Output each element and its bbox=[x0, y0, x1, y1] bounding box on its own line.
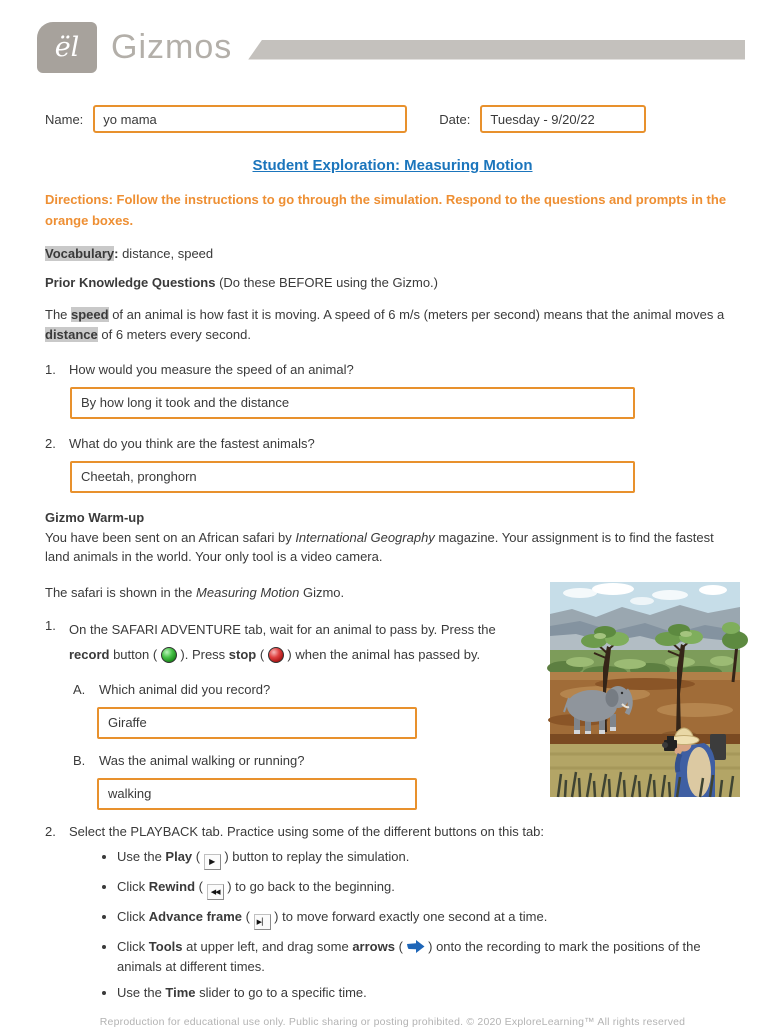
question-1b-letter: B. bbox=[73, 752, 86, 768]
name-date-row bbox=[45, 105, 740, 133]
arrow-marker-icon bbox=[407, 940, 425, 953]
bullet-advance-text-1: Click bbox=[117, 909, 149, 924]
safari-line bbox=[45, 583, 538, 603]
question-1-number: 1. bbox=[45, 361, 56, 377]
step-1-text-1: On the SAFARI ADVENTURE tab, wait for an animal to pass by. Press the bbox=[69, 622, 496, 638]
bullet-tools-text-3: ( bbox=[394, 939, 407, 955]
rewind-icon: ◀◀ bbox=[207, 884, 224, 900]
question-2 bbox=[45, 436, 740, 451]
step-1 bbox=[45, 618, 538, 667]
bullet-rewind-text-1: Click bbox=[117, 878, 149, 894]
question-1a-answer-box[interactable] bbox=[97, 707, 417, 739]
step-1-text-5: ) when the animal has passed by. bbox=[283, 647, 481, 663]
question-1b-answer-box[interactable] bbox=[97, 778, 417, 810]
warmup-text-1: You have been sent on an African safari by bbox=[45, 529, 296, 545]
bullet-tools-text-1: Click bbox=[117, 939, 149, 955]
question-1-text: How would you measure the speed of an animal? bbox=[69, 361, 354, 377]
stop-term: stop bbox=[228, 647, 257, 663]
play-icon: ▶ bbox=[204, 854, 221, 870]
question-2-answer: Cheetah, pronghorn bbox=[81, 469, 197, 485]
vocabulary-colon: : bbox=[114, 245, 119, 261]
safari-line-2: Gizmo. bbox=[299, 584, 345, 600]
record-icon bbox=[161, 647, 177, 663]
name-input[interactable] bbox=[93, 105, 407, 133]
step-2 bbox=[45, 824, 740, 839]
bullet-time-slider bbox=[117, 983, 737, 1003]
step-1-text bbox=[69, 618, 538, 667]
date-input[interactable] bbox=[480, 105, 646, 133]
arrows-term: arrows bbox=[352, 939, 395, 955]
bullet-advance-text-3: ) to move forward exactly one second at a time. bbox=[270, 909, 548, 924]
bullet-time-text-1: Use the bbox=[117, 985, 166, 1001]
record-term: record bbox=[69, 647, 110, 663]
magazine-name: International Geography bbox=[295, 529, 435, 545]
gizmos-wordmark: Gizmos bbox=[111, 28, 233, 66]
bullet-rewind-text-2: ( bbox=[195, 878, 207, 894]
question-1a bbox=[73, 682, 538, 697]
question-1b bbox=[73, 753, 538, 768]
play-term: Play bbox=[165, 848, 193, 864]
time-term: Time bbox=[165, 985, 196, 1001]
warmup-text-2: magazine. Your assignment is to find the fastest land animals in the world. Your only tool is a video camera. bbox=[45, 529, 714, 565]
intro-paragraph bbox=[45, 305, 740, 345]
gizmos-logo bbox=[37, 22, 97, 73]
advance-frame-term: Advance frame bbox=[148, 909, 242, 924]
name-value: yo mama bbox=[103, 111, 157, 127]
step-1-text-4: ( bbox=[256, 647, 268, 663]
question-1b-answer: walking bbox=[108, 786, 152, 802]
question-1-answer-box[interactable] bbox=[70, 387, 635, 419]
safari-line-1: The safari is shown in the bbox=[45, 584, 197, 600]
speed-term: speed bbox=[71, 306, 109, 322]
bullet-advance-text-2: ( bbox=[242, 909, 254, 924]
intro-text-2: of an animal is how fast it is moving. A speed of 6 m/s (meters per second) means that the animal moves a bbox=[108, 306, 725, 322]
intro-text-1: The bbox=[45, 306, 72, 322]
vocabulary-terms: distance, speed bbox=[118, 245, 214, 261]
bullet-advance-frame bbox=[117, 907, 737, 930]
header-decorative-bar bbox=[248, 40, 745, 60]
step-1-number: 1. bbox=[45, 618, 56, 634]
question-2-text: What do you think are the fastest animals? bbox=[69, 435, 315, 451]
worksheet-content bbox=[0, 105, 768, 1028]
tools-term: Tools bbox=[148, 939, 183, 955]
bullet-rewind-text-3: ) to go back to the beginning. bbox=[223, 878, 395, 894]
copyright-footer: Reproduction for educational use only. Public sharing or posting prohibited. © 2020 ExploreLearning™ All rights reserved bbox=[99, 1015, 686, 1028]
date-label: Date: bbox=[439, 111, 471, 127]
distance-term: distance bbox=[45, 326, 98, 342]
bullet-play-text-1: Use the bbox=[117, 848, 166, 864]
vocabulary-label: Vocabulary bbox=[45, 245, 115, 261]
bullet-time-text-2: slider to go to a specific time. bbox=[195, 985, 367, 1001]
directions-text: Directions: Follow the instructions to go through the simulation. Respond to the questions and prompts in the orange boxes. bbox=[45, 192, 727, 228]
question-1a-answer: Giraffe bbox=[108, 715, 147, 731]
gizmo-name: Measuring Motion bbox=[196, 584, 300, 600]
bullet-tools-text-4: ) onto the recording to mark the positions of the animals at different times. bbox=[117, 939, 701, 974]
safari-section bbox=[45, 580, 740, 810]
bullet-rewind bbox=[117, 877, 737, 900]
advance-frame-icon: ▶▏ bbox=[254, 914, 271, 930]
bullet-tools-arrows bbox=[117, 937, 737, 976]
playback-bullet-list bbox=[117, 847, 740, 1003]
rewind-term: Rewind bbox=[148, 878, 196, 894]
prior-knowledge-heading: Prior Knowledge Questions bbox=[45, 274, 216, 290]
vocabulary-line bbox=[45, 246, 740, 261]
bullet-tools-text-2: at upper left, and drag some bbox=[182, 939, 353, 955]
warmup-heading: Gizmo Warm-up bbox=[45, 509, 145, 525]
warmup-paragraph bbox=[45, 528, 740, 567]
header bbox=[0, 0, 768, 73]
prior-knowledge-note: (Do these BEFORE using the Gizmo.) bbox=[215, 274, 438, 290]
intro-text-3: of 6 meters every second. bbox=[97, 326, 251, 342]
page-title: Student Exploration: Measuring Motion bbox=[252, 157, 533, 174]
question-1 bbox=[45, 362, 740, 377]
bullet-play-text-2: ( bbox=[192, 848, 204, 864]
name-label: Name: bbox=[45, 111, 84, 127]
question-1a-letter: A. bbox=[73, 681, 86, 697]
stop-icon bbox=[268, 647, 284, 663]
bullet-play bbox=[117, 847, 737, 870]
question-1a-text: Which animal did you record? bbox=[99, 681, 271, 697]
question-1-answer: By how long it took and the distance bbox=[81, 395, 290, 411]
step-1-text-2: button ( bbox=[109, 647, 161, 663]
bullet-play-text-3: ) button to replay the simulation. bbox=[220, 848, 410, 864]
question-1b-text: Was the animal walking or running? bbox=[99, 752, 305, 768]
safari-illustration bbox=[550, 582, 740, 797]
step-1-text-3: ). Press bbox=[176, 647, 229, 663]
step-2-text: Select the PLAYBACK tab. Practice using some of the different buttons on this tab: bbox=[69, 823, 545, 839]
prior-knowledge-line bbox=[45, 275, 740, 290]
question-2-number: 2. bbox=[45, 435, 56, 451]
safari-text-column bbox=[45, 580, 550, 810]
question-2-answer-box[interactable] bbox=[70, 461, 635, 493]
explorelearning-monogram-icon: ël bbox=[54, 32, 80, 63]
step-2-number: 2. bbox=[45, 823, 56, 839]
date-value: Tuesday - 9/20/22 bbox=[490, 111, 595, 127]
